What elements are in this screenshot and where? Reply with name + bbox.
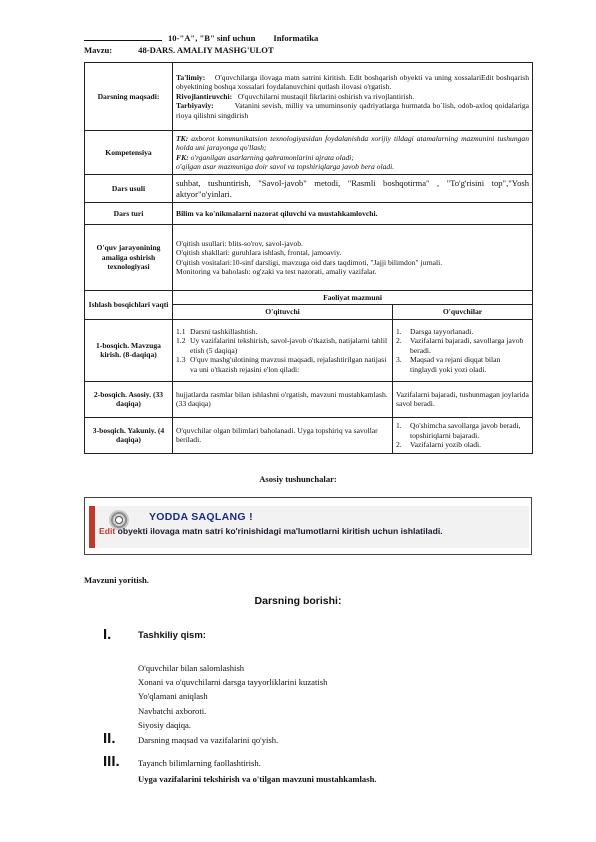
teacher-bosqich-2: hujjatlarda rasmlar bilan ishlashni o'rgatish, mavzuni mustahkamlash. (33 daqiqa) — [173, 381, 393, 417]
tk-label: TK: — [176, 133, 189, 143]
remember-banner — [84, 497, 532, 555]
label-bosqich-2: 2-bosqich. Asosiy. (33 daqiqa) — [85, 381, 173, 417]
header-subject: Informatika — [273, 33, 319, 43]
student-bosqich-1 — [393, 319, 533, 381]
fk-label: FK: — [176, 152, 189, 162]
header-class: 10-"A", "B" sinf uchun — [168, 33, 256, 43]
section-two-text: Darsning maqsad va vazifalarini qo'yish. — [138, 735, 279, 745]
list-item: 1.2 Uy vazifalarini tekshirish, savol-javob o'tkazish, natijalarni tahlil etish (5 daqiqa) — [176, 336, 388, 355]
section-one-numeral: I. — [103, 626, 112, 643]
talimiy-label: Ta'limiy: — [176, 72, 206, 82]
cell-turi: Bilim va ko'nikmalarni nazorat qiluvchi va mustahkamlovchi. — [173, 203, 533, 225]
list-item: Siyosiy daqiqa. — [138, 719, 191, 730]
banner-body: obyekti ilovaga matn satri ko'rinishidagi ma'lumotlarni kiritish uchun ishlatiladi. — [115, 526, 443, 536]
row-turi — [85, 203, 533, 225]
cell-maqsad — [173, 63, 533, 131]
row-faoliyat-header — [85, 291, 533, 305]
list-item: Xonani va o'quvchilarni darsga tayyorliklarini kuzatish — [138, 677, 328, 688]
label-bosqichlari: Ishlash bosqichlari vaqti — [85, 291, 173, 320]
banner-box — [89, 506, 529, 548]
oquvchilar-header: O'quvchilar — [393, 305, 533, 319]
section-three-sub: Uyga vazifalarini tekshirish va o'tilgan mavzuni mustahkamlash. — [138, 774, 377, 784]
cell-jarayon — [173, 225, 533, 291]
edit-keyword: Edit — [99, 526, 116, 536]
cell-usuli: suhbat, tushuntirish, "Savol-javob" metodi, "Rasmli boshqotirma" , "To'g'risini top","Yosh aktyor"o'yinlari. — [173, 175, 533, 203]
jarayon-line: Monitoring va baholash: og'zaki va test nazorati, amaliy vazifalar. — [176, 266, 377, 276]
lesson-plan-table — [84, 62, 533, 454]
header-line-1 — [84, 32, 318, 43]
jarayon-line: O'qitish usullari: blits-so'rov, savol-javob. — [176, 238, 303, 248]
tarbiy-text: Vatanini sevish, milliy va umuminsoniy qadriyatlarga hurmatda bo`lish, odob-axloq qoidalariga rioya qilishni singdirish — [176, 101, 530, 120]
label-kompetensiya: Kompetensiya — [85, 131, 173, 175]
banner-text — [99, 526, 529, 537]
list-item: 2. Vazifalarni yozib oladi. — [396, 440, 482, 450]
kompetensiya-extra: o'qilgan asar mazmuniga doir savol va topshiriqlarga javob bera oladi. — [176, 161, 395, 171]
list-item: 1. Darsga tayyorlanadi. — [396, 326, 474, 336]
teacher-bosqich-3: O'quvchilar olgan bilimlari baholanadi. Uyga topshiriq va savollar beriladi. — [173, 417, 393, 453]
row-bosqich-1 — [85, 319, 533, 381]
section-two-numeral: II. — [103, 730, 116, 747]
tarbiy-label: Tarbiyaviy: — [176, 101, 214, 111]
list-item: O'quvchilar bilan salomlashish — [138, 663, 245, 673]
row-bosqich-3 — [85, 417, 533, 453]
header-line-2 — [84, 45, 274, 55]
label-turi: Dars turi — [85, 203, 173, 225]
blank-line — [84, 32, 162, 41]
list-item: Yo'qlamani aniqlash — [138, 691, 208, 702]
row-kompetensiya — [85, 131, 533, 175]
row-jarayon — [85, 225, 533, 291]
asosiy-heading: Asosiy tushunchalar: — [259, 474, 337, 484]
teacher-bosqich-1 — [173, 319, 393, 381]
fk-text: o'rganilgan asarlarning qahramonlarini ajrata oladi; — [190, 152, 354, 162]
banner-title: YODDA SAQLANG ! — [149, 511, 253, 523]
label-bosqich-3: 3-bosqich. Yakuniy. (4 daqiqa) — [85, 417, 173, 453]
jarayon-line: O'qitish vositalari:10-sinf darsligi, mavzuga oid dars taqdimoti, "Jajji bilimdon" jurnali. — [176, 257, 443, 267]
oqituvchi-header: O'qituvchi — [173, 305, 393, 319]
list-item: 2. Vazifalarni bajaradi, savollarga javob beradi. — [396, 336, 524, 355]
student-bosqich-2: Vazifalarni bajaradi, tushunmagan joylarida savol beradi. — [393, 381, 533, 417]
faoliyat-header: Faoliyat mazmuni — [173, 291, 533, 305]
row-maqsad — [85, 63, 533, 131]
label-usuli: Dars usuli — [85, 175, 173, 203]
section-one-title: Tashkiliy qism: — [138, 630, 206, 641]
label-bosqich-1: 1-bosqich. Mavzuga kirish. (8-daqiqa) — [85, 319, 173, 381]
talimiy-text: O'quvchilarga ilovaga matn satrini kiritish. Edit boshqarish obyekti va uning xossalariEdit boshqarish obyektining boshqa xossalari foydalanuvchini qutlash ilovasi o'rgatish. — [176, 72, 530, 92]
row-usuli — [85, 175, 533, 203]
section-three-numeral: III. — [103, 753, 120, 770]
row-bosqich-2 — [85, 381, 533, 417]
mavzuni-heading: Mavzuni yoritish. — [84, 575, 149, 585]
list-item: 1.3 O'quv mashg'ulotining mavzusi maqsadi, rejalashtirilgan natijasi va uni o'tkazish rejasini e'lon qiladi: — [176, 355, 387, 374]
list-item: 1. Qo'shimcha savollarga javob beradi, topshiriqlarni bajaradi. — [396, 421, 521, 440]
section-one-list — [138, 661, 327, 732]
topic-title: 48-DARS. AMALIY MASHG'ULOT — [138, 45, 274, 55]
rivoj-label: Rivojlantiruvchi: — [176, 91, 233, 101]
section-three-text: Tayanch bilimlarning faollashtirish. — [138, 758, 261, 768]
list-item: 3. Maqsad va rejani diqqat bilan tinglaydi yoki yozi oladi. — [396, 355, 501, 374]
label-jarayon: O'quv jarayonining amaliga oshirish texnologiyasi — [85, 225, 173, 291]
list-item: Navbatchi axboroti. — [138, 705, 207, 716]
cell-kompetensiya — [173, 131, 533, 175]
student-bosqich-3 — [393, 417, 533, 453]
tk-text: axborot kommunikatsion texnologiyasidan foydalanishda xorijiy tildagi atamalarning mazmunini tushungan holda uni jarayonga qo'llash; — [176, 133, 530, 153]
list-item: 1.1 Darsni tashkillashtish. — [176, 326, 258, 336]
label-maqsad: Darsning maqsadi: — [85, 63, 173, 131]
borishi-heading: Darsning borishi: — [254, 595, 342, 607]
rivoj-text: O'quvchilarni mustaqil fikrlarini oshirish va rivojlantirish. — [237, 91, 415, 101]
jarayon-line: O'qitish shakllari: guruhlara ishlash, frontal, jamoaviy. — [176, 248, 342, 258]
topic-label: Mavzu: — [84, 45, 113, 55]
